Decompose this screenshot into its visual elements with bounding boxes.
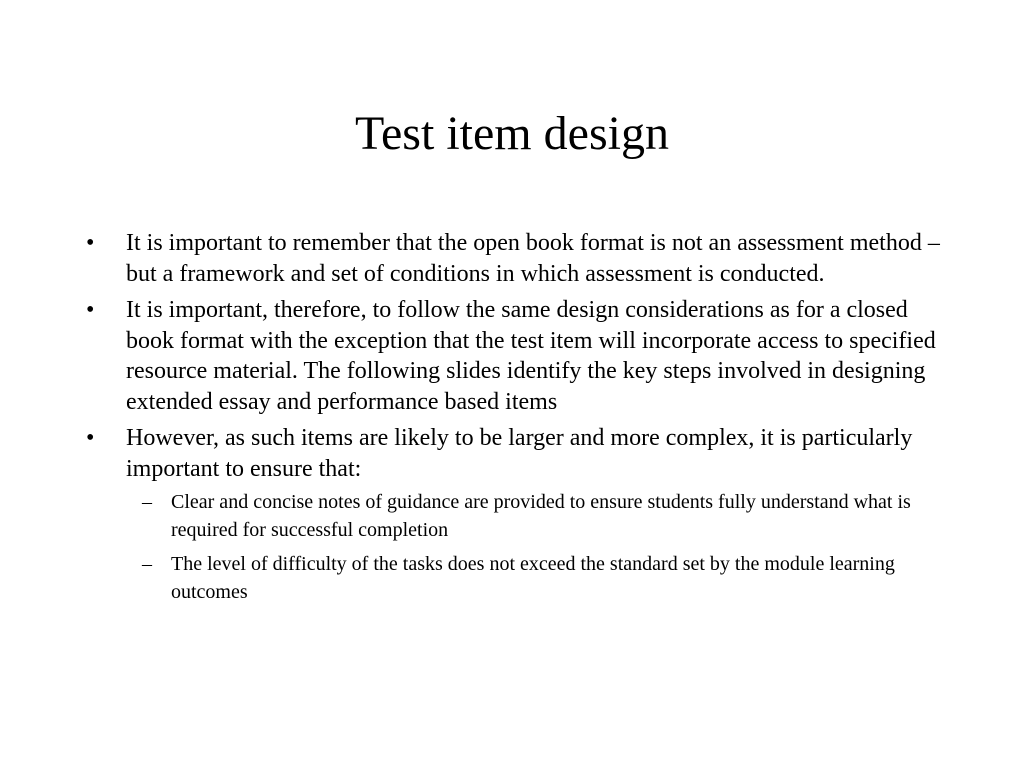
dash-marker: –	[142, 491, 152, 513]
sub-bullet-list	[126, 488, 944, 606]
sub-bullet-item	[126, 550, 944, 606]
bullet-marker: •	[86, 230, 95, 256]
bullet-marker: •	[86, 425, 95, 451]
bullet-item	[84, 295, 944, 417]
bullet-text: It is important to remember that the open book format is not an assessment method – but a framework and set of conditions in which assessment is conducted.	[126, 230, 940, 287]
bullet-text: It is important, therefore, to follow the same design considerations as for a closed book format with the exception that the test item will incorporate access to specified resource material. The following slides identify the key steps involved in designing extended essay and performance based items	[126, 297, 936, 415]
sub-bullet-text: The level of difficulty of the tasks does not exceed the standard set by the module learning outcomes	[171, 553, 895, 603]
bullet-list	[84, 228, 944, 612]
bullet-marker: •	[86, 297, 95, 323]
sub-bullet-text: Clear and concise notes of guidance are provided to ensure students fully understand what is required for successful completion	[171, 491, 911, 541]
bullet-text: However, as such items are likely to be larger and more complex, it is particularly important to ensure that:	[126, 425, 913, 482]
bullet-item	[84, 423, 944, 606]
bullet-item	[84, 228, 944, 289]
slide-title: Test item design	[355, 107, 669, 160]
dash-marker: –	[142, 553, 152, 575]
sub-bullet-item	[126, 488, 944, 544]
